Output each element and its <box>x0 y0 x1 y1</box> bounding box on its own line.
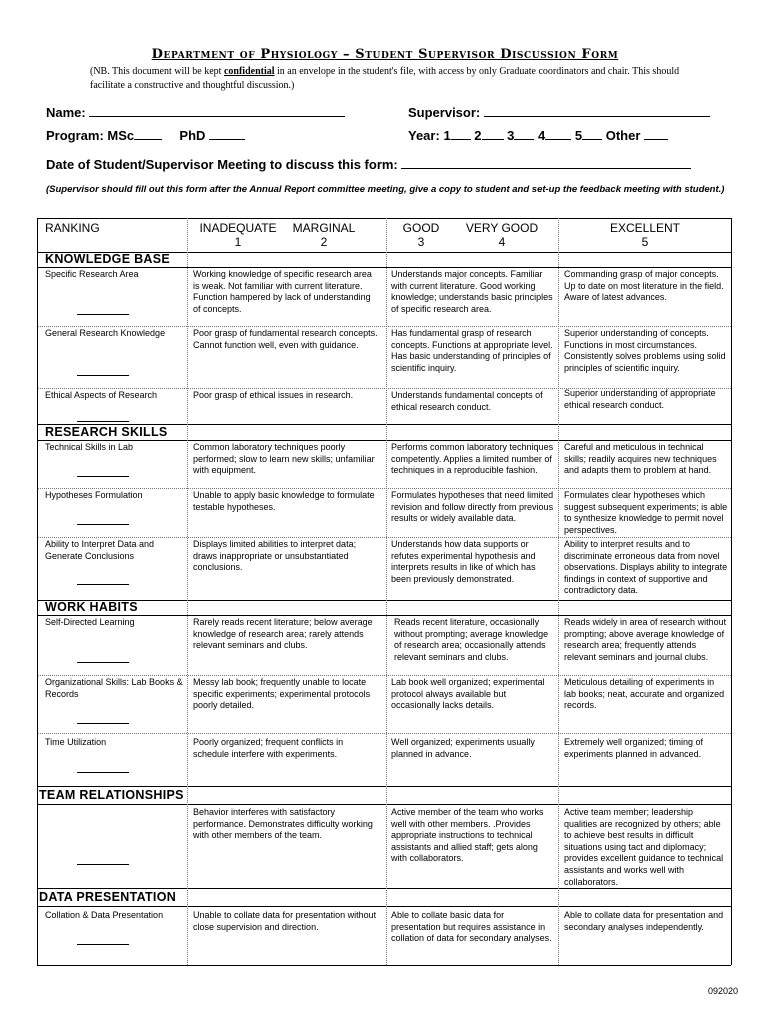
program-row <box>46 127 245 143</box>
year-3-field[interactable] <box>514 127 534 140</box>
very-good-header: VERY GOOD 4 <box>465 221 539 249</box>
descriptor-low: Poorly organized; frequent conflicts in schedule interfere with experiments. <box>193 737 344 759</box>
descriptor-mid: Understands how data supports or refutes experimental hypothesis and interprets results in like of which has been previously demonstrated. <box>391 539 536 584</box>
note-prefix: (NB. This document will be kept <box>90 66 224 77</box>
descriptor-mid: Understands major concepts. Familiar with current literature. Good working knowledge; understands basic principles of specific research area. <box>391 269 553 314</box>
year-option-4: 4 <box>538 128 546 143</box>
meeting-date-label: Date of Student/Supervisor Meeting to discuss this form: <box>46 157 398 172</box>
year-option-1: 1 <box>443 128 451 143</box>
descriptor-mid: Has fundamental grasp of research concepts. Functions at appropriate level. Has basic understanding of principles of scientific inquiry. <box>391 328 553 373</box>
supervisor-row <box>408 104 710 120</box>
year-row <box>408 127 668 143</box>
score-field-interpret-data[interactable] <box>77 584 129 585</box>
year-option-2: 2 <box>474 128 482 143</box>
year-label: Year: <box>408 128 440 143</box>
criterion-ethical-aspects: Ethical Aspects of Research <box>45 390 158 400</box>
criterion-self-directed-learning: Self-Directed Learning <box>45 617 135 627</box>
name-row <box>46 104 345 120</box>
descriptor-high: Extremely well organized; timing of experiments planned in advanced. <box>564 737 704 759</box>
descriptor-mid: Performs common laboratory techniques competently. Applies a limited number of techniques in a reproducible fashion. <box>391 442 554 476</box>
excellent-header: EXCELLENT 5 <box>609 221 681 249</box>
other-label: Other <box>605 128 641 143</box>
instruction-text: (Supervisor should fill out this form after the Annual Report committee meeting, give a copy to student and set-up the feedback meeting with student.) <box>46 184 725 195</box>
criterion-collation-data-presentation: Collation & Data Presentation <box>45 910 164 920</box>
descriptor-low: Rarely reads recent literature; below average knowledge of research area; rarely attends relevant seminars and clubs. <box>193 617 373 651</box>
criterion-technical-skills: Technical Skills in Lab <box>45 442 134 452</box>
year-option-5: 5 <box>574 128 583 143</box>
descriptor-mid: Well organized; experiments usually planned in advance. <box>391 737 535 759</box>
ranking-header: RANKING <box>45 221 100 235</box>
descriptor-mid: Understands fundamental concepts of ethical research conduct. <box>391 390 543 412</box>
score-field-specific-research-area[interactable] <box>77 314 129 315</box>
score-field-technical-skills[interactable] <box>77 476 129 477</box>
footer-code: 092020 <box>707 986 738 996</box>
msc-check-field[interactable] <box>134 127 162 140</box>
descriptor-low: Working knowledge of specific research area is weak. Not familiar with current literature. Function hampered by lack of understanding of concepts. <box>193 269 372 314</box>
other-field[interactable] <box>644 127 668 140</box>
descriptor-low: Common laboratory techniques poorly performed; slow to learn new skills; unfamiliar with equipment. <box>193 442 375 476</box>
score-field-organizational-skills[interactable] <box>77 723 129 724</box>
descriptor-high: Able to collate data for presentation and secondary analyses independently. <box>564 910 724 932</box>
descriptor-mid: Able to collate basic data for presentation but requires assistance in collation of data for secondary analyses. <box>391 910 552 944</box>
year-option-3: 3 <box>507 128 515 143</box>
descriptor-high: Superior understanding of concepts. Functions in most circumstances. Consistently solves problems using solid principles of scientific inquiry. <box>564 328 726 373</box>
program-label: Program: <box>46 128 104 143</box>
descriptor-high: Careful and meticulous in technical skills; readily acquires new techniques and adapts them to problem at hand. <box>564 442 717 476</box>
criterion-specific-research-area: Specific Research Area <box>45 269 139 279</box>
descriptor-high: Active team member; leadership qualities are recognized by others; able to achieve best results in difficult situations using tact and diplomacy; provides excellent guidance to technical assistants and works well with collaborators. <box>564 807 724 887</box>
descriptor-low: Messy lab book; frequently unable to locate specific experiments; experimental protocols poorly detailed. <box>193 677 371 711</box>
meeting-date-field[interactable] <box>401 156 691 169</box>
descriptor-mid: Active member of the team who works well with other members. .Provides appropriate instructions to technical assistants and allied staff; gets along with collaborators. <box>391 807 544 864</box>
year-4-field[interactable] <box>545 127 571 140</box>
criterion-organizational-skills: Organizational Skills: Lab Books & Records <box>45 677 183 699</box>
descriptor-low: Poor grasp of fundamental research concepts. Cannot function well, even with guidance. <box>193 328 378 350</box>
note-suffix: in an envelope in the student's file, with access by only Graduate coordinators and chair. This should facilitate a constructive and thoughtful discussion.) <box>90 66 680 91</box>
supervisor-label: Supervisor: <box>408 105 481 120</box>
confidentiality-note <box>90 65 710 93</box>
score-field-hypotheses-formulation[interactable] <box>77 524 129 525</box>
msc-label: MSc <box>107 128 135 143</box>
criterion-interpret-data: Ability to Interpret Data and Generate Conclusions <box>45 539 155 561</box>
form-title: Department of Physiology – Student Supervisor Discussion Form <box>151 47 619 62</box>
descriptor-low: Displays limited abilities to interpret data; draws inappropriate or unsubstantiated conclusions. <box>193 539 357 573</box>
descriptor-low: Unable to apply basic knowledge to formulate testable hypotheses. <box>193 490 375 512</box>
phd-label: PhD <box>179 128 206 143</box>
descriptor-mid: Formulates hypotheses that need limited revision and follow directly from previous results or widely available data. <box>391 490 554 524</box>
descriptor-mid: Reads recent literature, occasionally without prompting; average knowledge of research area; occasionally attends relevant seminars and clubs. <box>394 617 549 662</box>
phd-check-field[interactable] <box>209 127 245 140</box>
criterion-time-utilization: Time Utilization <box>45 737 107 747</box>
year-1-field[interactable] <box>451 127 471 140</box>
section-knowledge-base: KNOWLEDGE BASE <box>45 252 171 266</box>
score-field-time-utilization[interactable] <box>77 772 129 773</box>
descriptor-low: Poor grasp of ethical issues in research. <box>193 390 354 400</box>
supervisor-field[interactable] <box>484 104 710 117</box>
section-team-relationships: TEAM RELATIONSHIPS <box>39 788 184 802</box>
good-header: GOOD 3 <box>402 221 440 249</box>
ranking-table <box>37 218 731 965</box>
section-research-skills: RESEARCH SKILLS <box>45 425 168 439</box>
note-confidential: confidential <box>223 66 275 77</box>
inadequate-header: INADEQUATE 1 <box>199 221 277 249</box>
year-5-field[interactable] <box>582 127 602 140</box>
name-field[interactable] <box>89 104 345 117</box>
descriptor-mid: Lab book well organized; experimental protocol always available but occasionally lacks details. <box>391 677 545 711</box>
year-2-field[interactable] <box>482 127 504 140</box>
descriptor-high: Ability to interpret results and to discriminate erroneous data from novel observations. Displays ability to integrate findings in context of supportive and contradictory data. <box>564 539 728 596</box>
criterion-general-research-knowledge: General Research Knowledge <box>45 328 166 338</box>
section-data-presentation: DATA PRESENTATION <box>39 890 177 904</box>
descriptor-high: Formulates clear hypotheses which suggest subsequent experiments; is able to synthesize knowledge to permit novel perspectives. <box>564 490 728 535</box>
score-field-ethical-aspects[interactable] <box>77 421 129 422</box>
meeting-date-row <box>46 156 691 172</box>
section-work-habits: WORK HABITS <box>45 600 138 614</box>
descriptor-high: Commanding grasp of major concepts. Up to date on most literature in the field. Aware of latest advances. <box>564 269 724 303</box>
descriptor-low: Unable to collate data for presentation without close supervision and direction. <box>193 910 377 932</box>
score-field-team-relationships[interactable] <box>77 864 129 865</box>
descriptor-high: Reads widely in area of research without prompting; above average knowledge of research area; frequently attends relevant seminars and journal clubs. <box>564 617 727 662</box>
descriptor-low: Behavior interferes with satisfactory performance. Demonstrates difficulty working with other members of the team. <box>193 807 373 841</box>
descriptor-high: Meticulous detailing of experiments in lab books; neat, accurate and organized records. <box>564 677 725 711</box>
criterion-hypotheses-formulation: Hypotheses Formulation <box>45 490 143 500</box>
marginal-header: MARGINAL 2 <box>292 221 356 249</box>
score-field-general-research-knowledge[interactable] <box>77 375 129 376</box>
name-label: Name: <box>46 105 86 120</box>
score-field-data-presentation[interactable] <box>77 944 129 945</box>
score-field-self-directed-learning[interactable] <box>77 662 129 663</box>
descriptor-high: Superior understanding of appropriate ethical research conduct. <box>564 388 716 410</box>
